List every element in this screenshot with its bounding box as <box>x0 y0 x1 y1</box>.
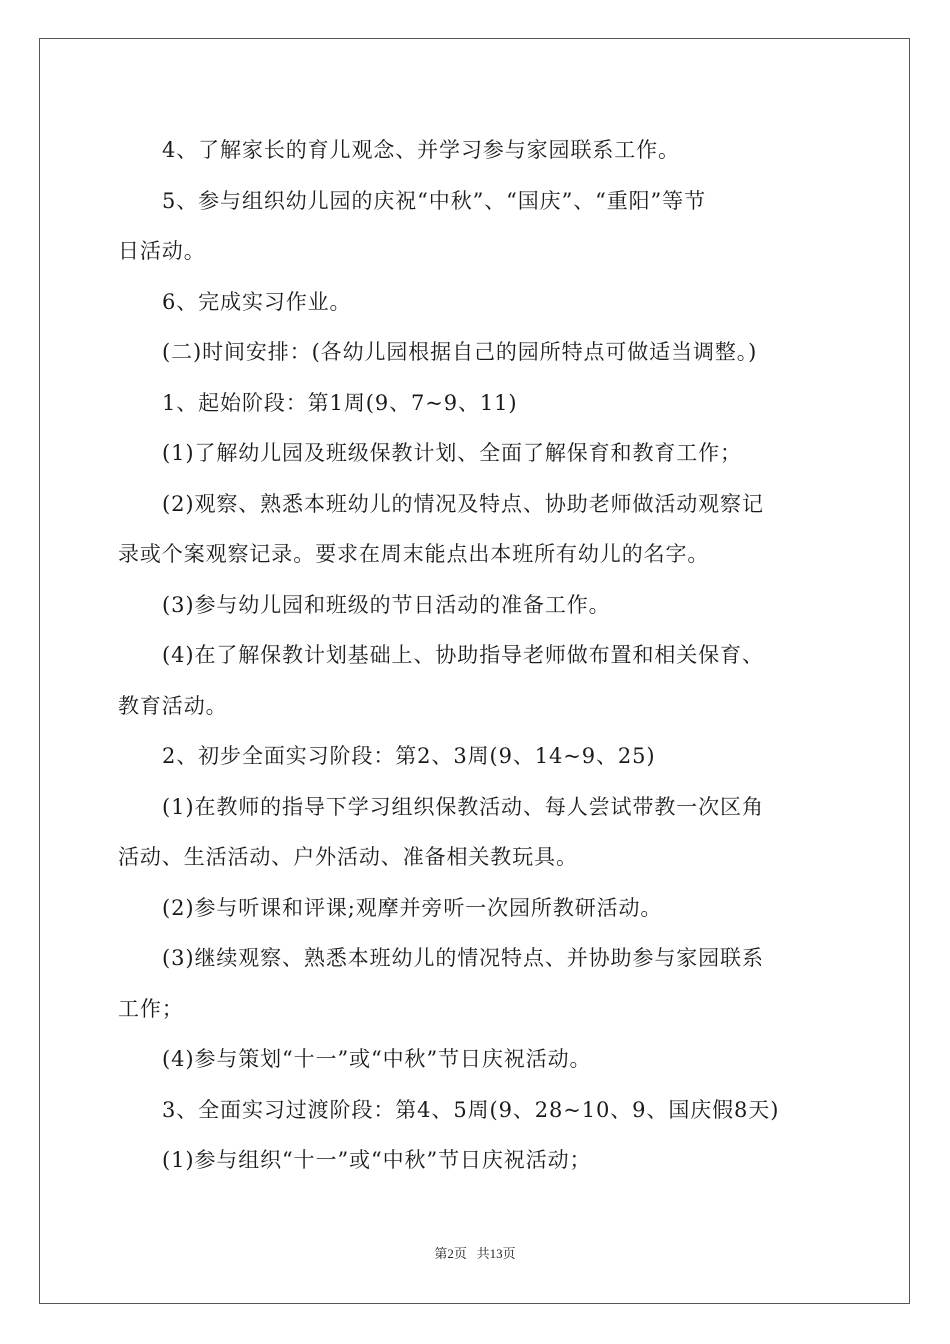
text-line: (2)参与听课和评课;观摩并旁听一次园所教研活动。 <box>162 895 663 920</box>
text-line: 1、起始阶段：第1周(9、7~9、11) <box>162 390 518 415</box>
text-line: 日活动。 <box>118 239 206 263</box>
text-line: 活动、生活活动、户外活动、准备相关教玩具。 <box>118 845 578 869</box>
text-line: (3)继续观察、熟悉本班幼儿的情况特点、并协助参与家园联系 <box>162 946 764 970</box>
page-total: 共13页 <box>476 1246 516 1261</box>
text-line: (1)了解幼儿园及班级保教计划、全面了解保育和教育工作； <box>162 441 742 465</box>
text-line: 5、参与组织幼儿园的庆祝“中秋”、“国庆”、“重阳”等节 <box>162 188 706 213</box>
text-line: (4)在了解保教计划基础上、协助指导老师做布置和相关保育、 <box>162 643 764 667</box>
text-line: 3、全面实习过渡阶段：第4、5周(9、28~10、9、国庆假8天) <box>162 1097 780 1122</box>
document-body <box>118 125 838 1186</box>
text-line: (1)参与组织“十一”或“中秋”节日庆祝活动； <box>162 1148 592 1172</box>
text-line: 录或个案观察记录。要求在周末能点出本班所有幼儿的名字。 <box>118 542 710 566</box>
text-line: 教育活动。 <box>118 693 228 718</box>
text-line: 工作； <box>118 996 184 1021</box>
text-line: (2)观察、熟悉本班幼儿的情况及特点、协助老师做活动观察记 <box>162 491 764 516</box>
text-line: 6、完成实习作业。 <box>162 289 352 314</box>
page-number: 第2页 <box>434 1246 467 1261</box>
text-line: (1)在教师的指导下学习组织保教活动、每人尝试带教一次区角 <box>162 794 764 819</box>
text-line: (3)参与幼儿园和班级的节日活动的准备工作。 <box>162 592 611 617</box>
text-line: (二)时间安排：(各幼儿园根据自己的园所特点可做适当调整。) <box>162 340 758 364</box>
text-line: 4、了解家长的育儿观念、并学习参与家园联系工作。 <box>162 138 680 162</box>
page-footer <box>0 1243 950 1262</box>
text-line: (4)参与策划“十一”或“中秋”节日庆祝活动。 <box>162 1047 592 1071</box>
text-line: 2、初步全面实习阶段：第2、3周(9、14~9、25) <box>162 744 656 768</box>
